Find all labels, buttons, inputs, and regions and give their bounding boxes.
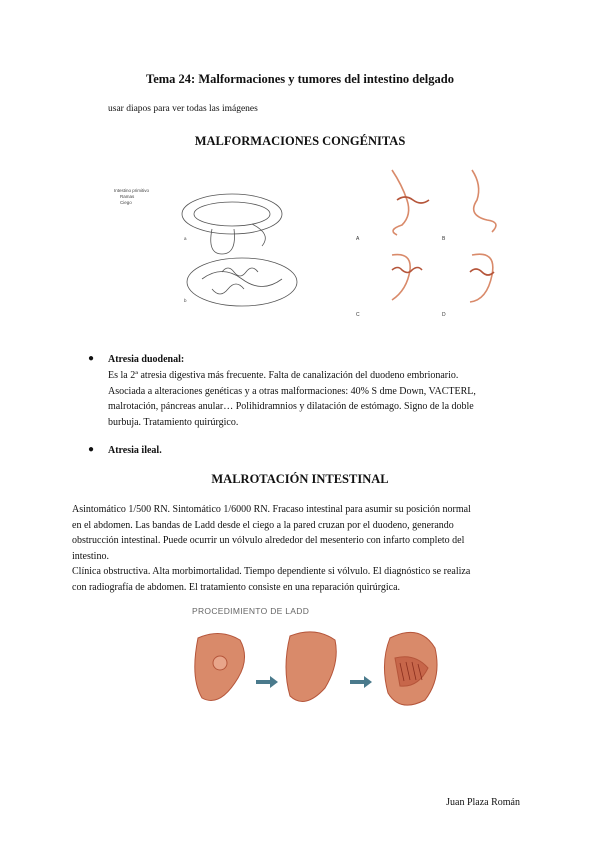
embryology-figure-left	[112, 184, 302, 312]
fig-label-3: Ciego	[120, 200, 132, 205]
malrotacion-text	[72, 502, 528, 595]
rotation-diagram	[352, 160, 524, 320]
fig-label-2: Ramas	[120, 194, 135, 199]
ladd-figure-caption: PROCEDIMIENTO DE LADD	[192, 606, 310, 616]
fig-label-a: a	[184, 236, 187, 241]
arrow-2	[350, 676, 372, 688]
malrot-line-1: Asintomático 1/500 RN. Sintomático 1/6000 RN. Fracaso intestinal para asumir su posición normal	[72, 504, 471, 515]
atresia-line-4: burbuja. Tratamiento quirúrgico.	[108, 416, 239, 428]
fig-label-1: Intestino primitivo	[114, 188, 150, 193]
section-heading-malrotacion: MALROTACIÓN INTESTINAL	[211, 472, 389, 486]
section-heading-malformaciones: MALFORMACIONES CONGÉNITAS	[194, 134, 406, 148]
author-name: Juan Plaza Román	[446, 797, 520, 808]
ladd-procedure-illustration	[190, 618, 446, 716]
panel-label-c: C	[356, 312, 360, 318]
malrot-line-5: Clínica obstructiva. Alta morbimortalidad. Tiempo dependiente si vólvulo. El diagnóstico se realiza	[72, 566, 471, 577]
document-title: Tema 24: Malformaciones y tumores del intestino delgado	[146, 72, 454, 86]
atresia-line-1: Es la 2ª atresia digestiva más frecuente. Falta de canalización del duodeno embrionario.	[108, 370, 459, 381]
bullet-dot-2: ●	[88, 444, 95, 455]
malrot-line-4: intestino.	[72, 550, 109, 562]
panel-label-d: D	[442, 312, 446, 318]
fig-label-b: b	[184, 298, 187, 303]
item-title-atresia-ileal: Atresia ileal.	[108, 445, 162, 456]
atresia-line-2: Asociada a alteraciones genéticas y a otras malformaciones: 40% S dme Down, VACTERL,	[108, 385, 476, 397]
bullet-dot-1: ●	[88, 353, 95, 364]
arrow-1	[256, 676, 278, 688]
rotation-figure-right	[352, 160, 524, 320]
note-text: usar diapos para ver todas las imágenes	[108, 104, 258, 114]
ladd-procedure-figure	[190, 604, 446, 716]
atresia-line-3: malrotación, páncreas anular… Polihidramnios y dilatación de estómago. Signo de la doble	[108, 401, 474, 412]
panel-label-a: A	[356, 236, 360, 242]
embryology-sketch	[112, 184, 302, 312]
item-title-atresia-duodenal: Atresia duodenal:	[108, 354, 185, 365]
atresia-duodenal-text	[108, 368, 516, 430]
malrot-line-6: con radiografía de abdomen. El tratamiento consiste en una reparación quirúrgica.	[72, 581, 401, 593]
malrot-line-2: en el abdomen. Las bandas de Ladd desde el ciego a la pared cruzan por el duodeno, generando	[72, 519, 454, 531]
panel-label-b: B	[442, 236, 446, 242]
malrot-line-3: obstrucción intestinal. Puede ocurrir un vólvulo alrededor del mesenterio con infarto completo del	[72, 535, 465, 546]
